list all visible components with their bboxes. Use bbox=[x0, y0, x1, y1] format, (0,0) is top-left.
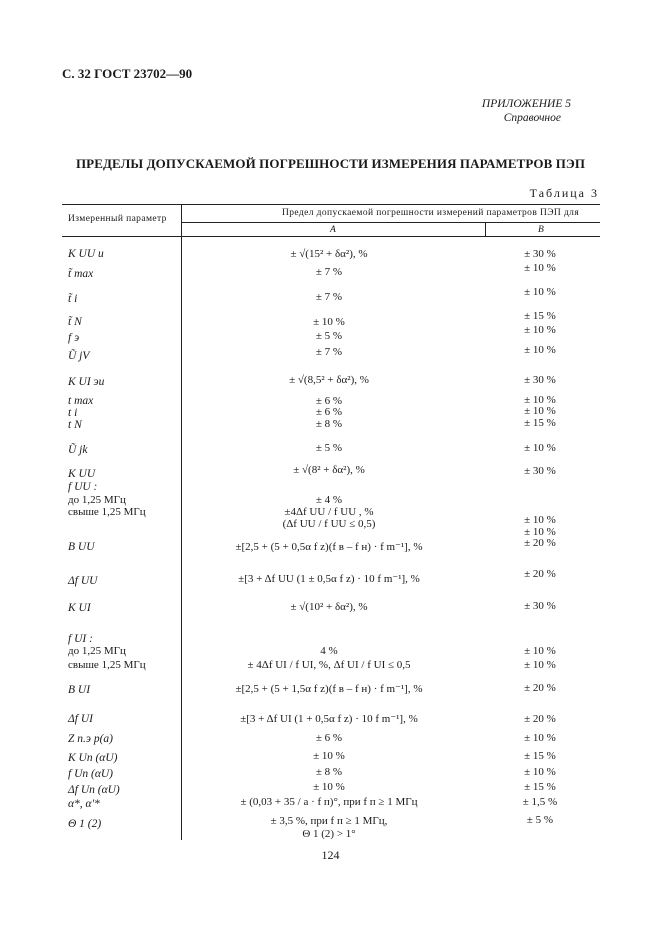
column-header-param: Измеренный параметр bbox=[68, 214, 167, 224]
limit-b-cell: ± 10 % bbox=[524, 514, 556, 526]
column-header-limits: Предел допускаемой погрешности измерений параметров ПЭП для bbox=[282, 208, 580, 218]
limit-a-cell: ±4Δf UU / f UU , % bbox=[284, 506, 374, 518]
limit-b-cell: ± 30 % bbox=[524, 248, 556, 260]
limit-a-cell: ± 7 % bbox=[315, 346, 343, 358]
limit-a-cell: ±[3 + Δf UU (1 ± 0,5α f z) · 10 f m⁻¹], % bbox=[238, 573, 420, 585]
limit-b-cell: ± 15 % bbox=[524, 750, 556, 762]
limit-a-cell: ± 7 % bbox=[315, 266, 343, 278]
limit-b-cell: ± 15 % bbox=[524, 781, 556, 793]
limit-a-cell: ± 3,5 %, при f п ≥ 1 МГц, bbox=[270, 815, 388, 827]
header-mid-rule bbox=[181, 222, 600, 223]
limit-b-cell: ± 10 % bbox=[524, 766, 556, 778]
limit-a-cell: ±[2,5 + (5 + 0,5α f z)(f в – f н) · f m⁻¹], % bbox=[235, 541, 423, 553]
limit-a-cell: ± 5 % bbox=[315, 442, 343, 454]
limit-a-cell: ± 10 % bbox=[313, 316, 345, 328]
page-header: С. 32 ГОСТ 23702—90 bbox=[62, 66, 193, 81]
limit-a-cell: Θ 1 (2) > 1° bbox=[302, 828, 356, 840]
appendix-subtitle: Справочное bbox=[503, 112, 561, 124]
limit-a-cell: ± √(10² + δα²), % bbox=[290, 601, 368, 613]
param-cell: t max bbox=[68, 395, 94, 407]
param-cell: t N bbox=[68, 419, 82, 431]
limit-b-cell: ± 1,5 % bbox=[522, 796, 558, 808]
param-cell: α*, α'* bbox=[68, 798, 100, 810]
param-cell: K Uп (αU) bbox=[68, 752, 118, 764]
param-cell: f UU : bbox=[68, 481, 98, 493]
column-header-a: А bbox=[330, 225, 336, 235]
limit-a-cell: ± 4Δf UI / f UI, %, Δf UI / f UI ≤ 0,5 bbox=[247, 659, 411, 671]
limit-b-cell: ± 30 % bbox=[524, 374, 556, 386]
limit-b-cell: ± 10 % bbox=[524, 344, 556, 356]
document-title: ПРЕДЕЛЫ ДОПУСКАЕМОЙ ПОГРЕШНОСТИ ИЗМЕРЕНИЯ ПАРАМЕТРОВ ПЭП bbox=[75, 156, 586, 171]
limit-a-cell: ± √(8,5² + δα²), % bbox=[289, 374, 369, 386]
param-cell: свыше 1,25 МГц bbox=[68, 506, 146, 518]
param-cell: K UI эи bbox=[68, 376, 105, 388]
limit-a-cell: ± 5 % bbox=[315, 330, 343, 342]
column-header-b: В bbox=[538, 225, 544, 235]
limit-a-cell: ± 10 % bbox=[313, 750, 345, 762]
limit-a-cell: ± 8 % bbox=[315, 418, 343, 430]
param-cell: f э bbox=[68, 332, 80, 344]
param-cell: t̃ i bbox=[68, 293, 78, 305]
header-bottom-rule bbox=[62, 236, 600, 237]
limit-a-cell: ± 10 % bbox=[313, 781, 345, 793]
param-cell: K UI bbox=[68, 602, 91, 614]
limit-b-cell: ± 10 % bbox=[524, 324, 556, 336]
limit-a-cell: ± 4 % bbox=[315, 494, 343, 506]
limit-b-cell: ± 30 % bbox=[524, 600, 556, 612]
param-cell: Δf UU bbox=[68, 575, 98, 587]
param-cell: f UI : bbox=[68, 633, 93, 645]
param-cell: K UU bbox=[68, 468, 96, 480]
limit-b-cell: ± 10 % bbox=[524, 262, 556, 274]
limit-b-cell: ± 15 % bbox=[524, 417, 556, 429]
limit-b-cell: ± 10 % bbox=[524, 394, 556, 406]
param-cell: свыше 1,25 МГц bbox=[68, 659, 146, 671]
limit-a-cell: ± 8 % bbox=[315, 766, 343, 778]
limit-b-cell: ± 10 % bbox=[524, 405, 556, 417]
param-cell: Δf UI bbox=[68, 713, 93, 725]
limit-b-cell: ± 15 % bbox=[524, 310, 556, 322]
page-number: 124 bbox=[321, 848, 340, 862]
param-cell: Z п.э p(a) bbox=[68, 733, 114, 745]
param-cell: B UI bbox=[68, 684, 91, 696]
param-cell: Ũ jV bbox=[68, 350, 90, 362]
param-cell: Θ 1 (2) bbox=[68, 818, 102, 830]
appendix-title: ПРИЛОЖЕНИЕ 5 bbox=[481, 98, 571, 110]
table-label: Таблица 3 bbox=[529, 186, 599, 200]
limit-b-cell: ± 10 % bbox=[524, 732, 556, 744]
limit-a-cell: ± 7 % bbox=[315, 291, 343, 303]
limit-b-cell: ± 10 % bbox=[524, 659, 556, 671]
limit-a-cell: ± √(8² + δα²), % bbox=[293, 464, 365, 476]
table-top-rule bbox=[62, 204, 600, 205]
column-divider-2 bbox=[485, 222, 486, 236]
param-cell: до 1,25 МГц bbox=[68, 494, 126, 506]
limit-a-cell: ±[3 + Δf UI (1 + 0,5α f z) · 10 f m⁻¹], % bbox=[240, 713, 418, 725]
param-cell: t̃ N bbox=[68, 316, 82, 328]
param-cell: t̃ max bbox=[68, 268, 94, 280]
param-cell: B UU bbox=[68, 541, 95, 553]
limit-b-cell: ± 10 % bbox=[524, 526, 556, 538]
limit-a-cell: ± 6 % bbox=[315, 732, 343, 744]
param-cell: K UU и bbox=[68, 248, 104, 260]
limit-a-cell: ± (0,03 + 35 / a · f п)°, при f п ≥ 1 МГц bbox=[240, 796, 418, 808]
limit-b-cell: ± 20 % bbox=[524, 537, 556, 549]
limit-b-cell: ± 30 % bbox=[524, 465, 556, 477]
limit-b-cell: ± 10 % bbox=[524, 286, 556, 298]
limit-b-cell: ± 20 % bbox=[524, 682, 556, 694]
limit-b-cell: ± 5 % bbox=[526, 814, 554, 826]
limit-a-cell: ± 6 % bbox=[315, 406, 343, 418]
param-cell: до 1,25 МГц bbox=[68, 645, 126, 657]
limit-b-cell: ± 10 % bbox=[524, 442, 556, 454]
param-cell: Δf Uп (αU) bbox=[68, 784, 120, 796]
param-cell: Ũ jk bbox=[68, 444, 88, 456]
param-cell: f Uп (αU) bbox=[68, 768, 114, 780]
limit-a-cell: ± 6 % bbox=[315, 395, 343, 407]
param-cell: t i bbox=[68, 407, 78, 419]
limit-a-cell: ±[2,5 + (5 + 1,5α f z)(f в – f н) · f m⁻¹], % bbox=[235, 683, 423, 695]
limit-a-cell: ± √(15² + δα²), % bbox=[290, 248, 368, 260]
limit-a-cell: 4 % bbox=[320, 645, 338, 657]
limit-b-cell: ± 20 % bbox=[524, 713, 556, 725]
limit-b-cell: ± 20 % bbox=[524, 568, 556, 580]
limit-a-cell: (Δf UU / f UU ≤ 0,5) bbox=[282, 518, 376, 530]
limit-b-cell: ± 10 % bbox=[524, 645, 556, 657]
